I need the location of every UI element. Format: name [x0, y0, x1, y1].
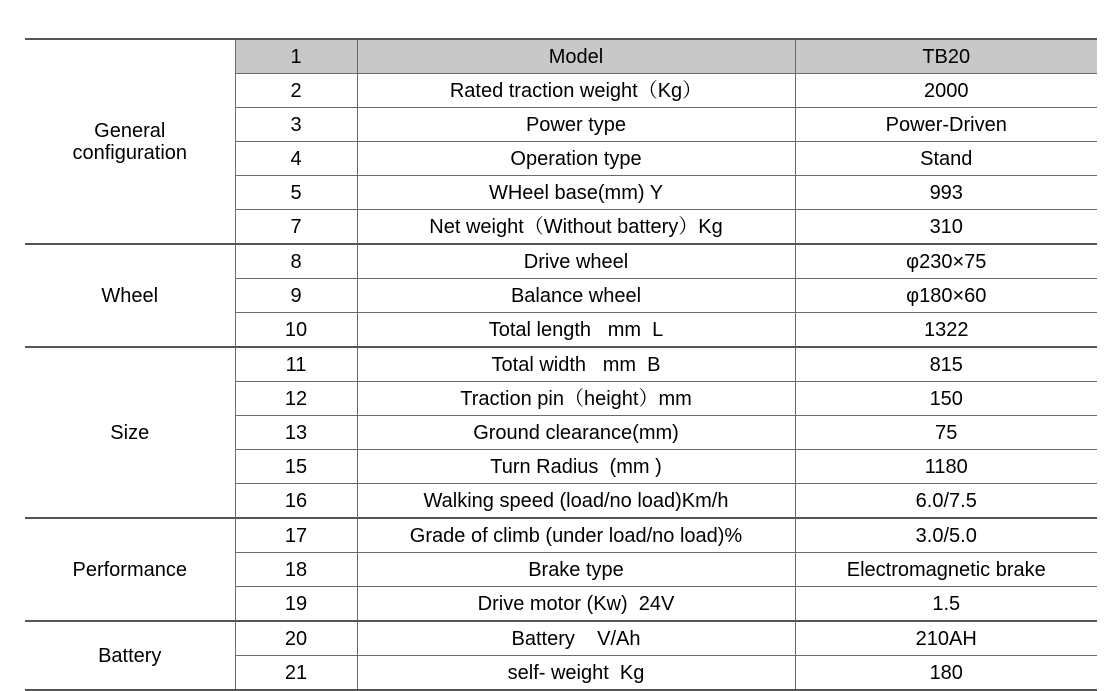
row-item: Grade of climb (under load/no load)%: [357, 518, 795, 553]
row-item: Turn Radius (mm ): [357, 450, 795, 484]
row-item: Net weight（Without battery）Kg: [357, 210, 795, 245]
row-value: 1322: [795, 313, 1097, 348]
row-number: 3: [235, 108, 357, 142]
row-number: 20: [235, 621, 357, 656]
row-item: Drive motor (Kw) 24V: [357, 587, 795, 622]
group-label: General configuration: [72, 119, 188, 164]
row-value: 1180: [795, 450, 1097, 484]
row-item: Traction pin（height）mm: [357, 382, 795, 416]
row-number: 8: [235, 244, 357, 279]
table-row: [25, 244, 1097, 279]
row-item: Balance wheel: [357, 279, 795, 313]
row-number: 9: [235, 279, 357, 313]
table-row: [25, 347, 1097, 382]
row-value: 310: [795, 210, 1097, 245]
row-value: Electromagnetic brake: [795, 553, 1097, 587]
row-value: 2000: [795, 74, 1097, 108]
row-value: TB20: [795, 39, 1097, 74]
row-number: 12: [235, 382, 357, 416]
table-row: [25, 39, 1097, 74]
row-number: 1: [235, 39, 357, 74]
row-number: 16: [235, 484, 357, 519]
row-item: WHeel base(mm) Y: [357, 176, 795, 210]
row-value: 993: [795, 176, 1097, 210]
row-value: 210AH: [795, 621, 1097, 656]
group-general: [25, 39, 235, 244]
row-number: 4: [235, 142, 357, 176]
row-item: Model: [357, 39, 795, 74]
row-value: 6.0/7.5: [795, 484, 1097, 519]
row-number: 15: [235, 450, 357, 484]
row-number: 13: [235, 416, 357, 450]
row-item: Walking speed (load/no load)Km/h: [357, 484, 795, 519]
row-number: 5: [235, 176, 357, 210]
row-value: 180: [795, 656, 1097, 691]
group-size: Size: [25, 347, 235, 518]
row-number: 21: [235, 656, 357, 691]
row-value: 1.5: [795, 587, 1097, 622]
row-item: Brake type: [357, 553, 795, 587]
row-item: Drive wheel: [357, 244, 795, 279]
group-wheel: Wheel: [25, 244, 235, 347]
row-item: Battery V/Ah: [357, 621, 795, 656]
row-value: 3.0/5.0: [795, 518, 1097, 553]
row-value: φ180×60: [795, 279, 1097, 313]
row-number: 17: [235, 518, 357, 553]
row-item: Rated traction weight（Kg）: [357, 74, 795, 108]
row-number: 11: [235, 347, 357, 382]
group-battery: Battery: [25, 621, 235, 690]
table-row: [25, 518, 1097, 553]
row-number: 18: [235, 553, 357, 587]
table-row: [25, 621, 1097, 656]
row-number: 7: [235, 210, 357, 245]
row-number: 19: [235, 587, 357, 622]
spec-table: [25, 38, 1097, 691]
row-value: 150: [795, 382, 1097, 416]
row-number: 2: [235, 74, 357, 108]
group-performance: Performance: [25, 518, 235, 621]
row-value: Stand: [795, 142, 1097, 176]
row-item: self- weight Kg: [357, 656, 795, 691]
row-value: Power-Driven: [795, 108, 1097, 142]
row-item: Total width mm B: [357, 347, 795, 382]
row-item: Total length mm L: [357, 313, 795, 348]
row-value: 75: [795, 416, 1097, 450]
row-value: 815: [795, 347, 1097, 382]
row-value: φ230×75: [795, 244, 1097, 279]
row-item: Ground clearance(mm): [357, 416, 795, 450]
row-number: 10: [235, 313, 357, 348]
row-item: Operation type: [357, 142, 795, 176]
row-item: Power type: [357, 108, 795, 142]
